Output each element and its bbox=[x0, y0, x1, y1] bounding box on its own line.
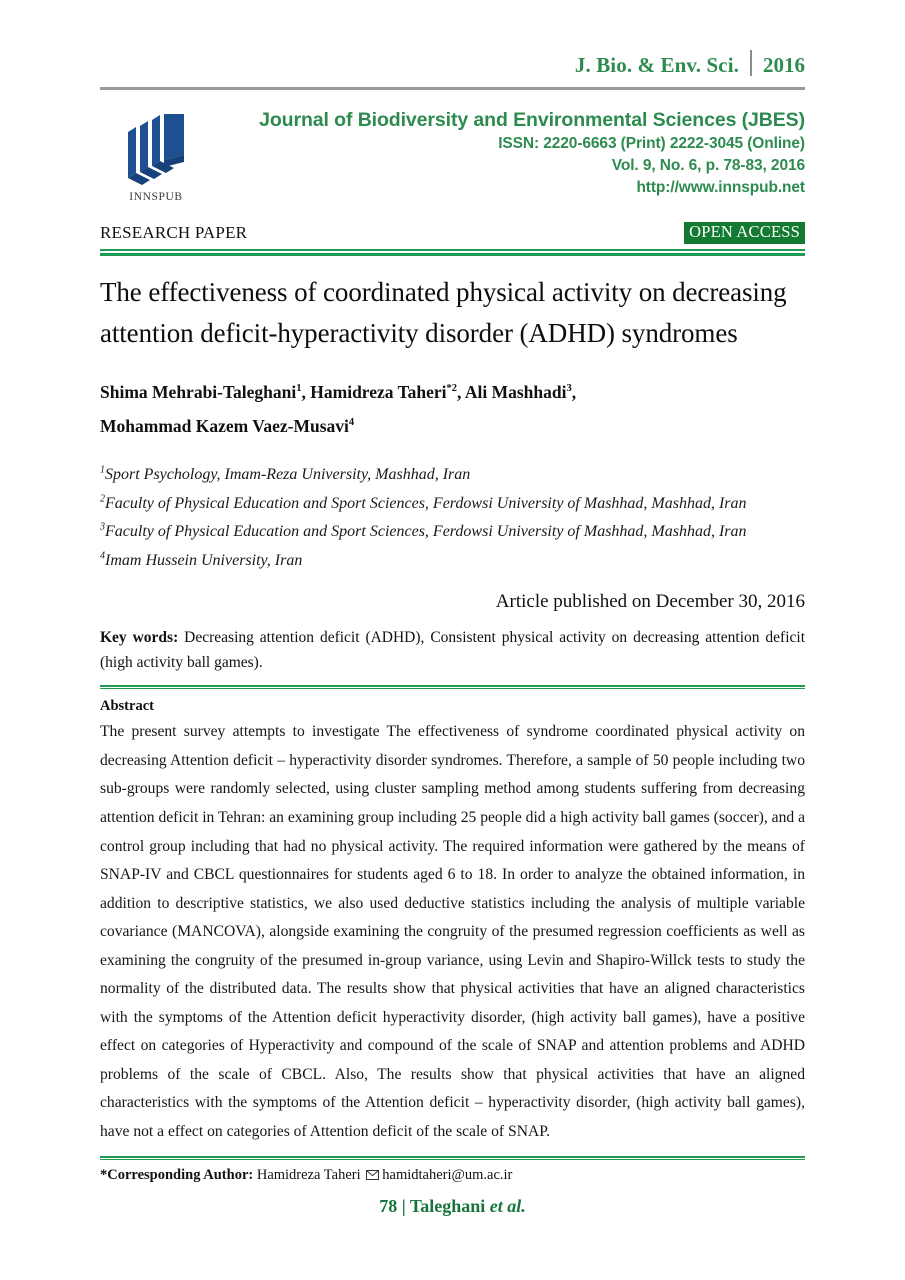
author-affil-marker: 1 bbox=[296, 383, 302, 395]
masthead-text bbox=[212, 104, 805, 199]
publisher-logo bbox=[100, 104, 212, 203]
affiliation-list bbox=[100, 461, 805, 575]
corresponding-author-email[interactable]: hamidtaheri@um.ac.ir bbox=[382, 1167, 513, 1184]
open-access-badge: OPEN ACCESS bbox=[684, 222, 805, 244]
author-affil-marker: 4 bbox=[348, 417, 355, 429]
corresponding-author-label: *Corresponding Author: bbox=[100, 1167, 254, 1184]
author-name: , Hamidreza Taheri bbox=[301, 382, 447, 403]
abstract-top-divider bbox=[100, 685, 805, 689]
innspub-book-logo-icon bbox=[114, 106, 198, 190]
affiliation-text: Imam Hussein University, Iran bbox=[105, 551, 303, 569]
keywords-text: Decreasing attention deficit (ADHD), Consistent physical activity on decreasing attention deficit (high activity ball games). bbox=[100, 629, 805, 672]
author-name: , Ali Mashhadi bbox=[457, 382, 567, 403]
affiliation-item bbox=[100, 490, 805, 518]
author-line-2 bbox=[100, 409, 805, 443]
affiliation-item bbox=[100, 547, 805, 575]
publisher-name: INNSPUB bbox=[129, 191, 183, 203]
affiliation-text: Faculty of Physical Education and Sport Sciences, Ferdowsi University of Mashhad, Mashhad, Iran bbox=[105, 523, 747, 541]
keywords-label: Key words: bbox=[100, 629, 179, 647]
abstract-label: Abstract bbox=[100, 698, 154, 715]
abstract-text: The present survey attempts to investigate The effectiveness of syndrome coordinated physical activity on decreasing Attention deficit – hyperactivity disorder syndromes. Therefore, a sample of 50 people including two sub-groups were randomly selected, using cluster sampling method among students suffering from decreasing attention deficit in Tehran: an examining group including 25 people did a high activity ball games (soccer), and a control group including that had no physical activity. The required information were gathered by the means of SNAP-IV and CBCL questionnaires for students aged 6 to 18. In order to analyze the obtained information, in addition to descriptive statistics, we also used deductive statistics including the analysis of multiple variable covariance (MANCOVA), alongside examining the congruity of the presumed regression coefficients as well as examining the congruity of the presumed in-group variance, using Levin and Shapiro-Willck tests to study the normality of the distributed data. The results show that physical activities that have an aligned characteristics with the symptoms of the Attention deficit hyperactivity disorder, (high activity ball games), have a positive effect on categories of Hyperactivity and compound of the scale of SNAP and attention problems and ADHD problems of the scale of CBCL. Also, The results show that physical activities that have an aligned characteristics with the symptoms of the Attention deficit – hyperactivity disorder, (high activity ball games), have not a effect on categories of Attention deficit of the scale of SNAP. bbox=[100, 723, 805, 1140]
envelope-icon bbox=[366, 1168, 379, 1185]
footer-separator: | bbox=[397, 1196, 410, 1216]
journal-volume: Vol. 9, No. 6, p. 78-83, 2016 bbox=[611, 156, 805, 174]
affiliation-marker: 2 bbox=[100, 493, 105, 505]
author-line-1 bbox=[100, 375, 805, 409]
affiliation-text: Sport Psychology, Imam-Reza University, Mashhad, Iran bbox=[105, 466, 471, 484]
journal-title: Journal of Biodiversity and Environmental Sciences (JBES) bbox=[259, 109, 805, 131]
affiliation-item bbox=[100, 461, 805, 489]
header-divider bbox=[100, 87, 805, 90]
publication-date: Article published on December 30, 2016 bbox=[495, 591, 805, 613]
abstract-bottom-divider bbox=[100, 1156, 805, 1160]
footer-page-number: 78 bbox=[379, 1196, 398, 1216]
running-head-journal: J. Bio. & Env. Sci. bbox=[574, 53, 739, 77]
affiliation-marker: 1 bbox=[100, 464, 105, 476]
affiliation-text: Faculty of Physical Education and Sport Sciences, Ferdowsi University of Mashhad, Mashhad, Iran bbox=[105, 494, 747, 512]
author-affil-marker: *2 bbox=[446, 383, 458, 395]
running-head bbox=[100, 46, 805, 80]
running-head-separator bbox=[750, 50, 752, 76]
keywords bbox=[100, 625, 805, 675]
journal-website[interactable]: http://www.innspub.net bbox=[636, 178, 805, 196]
article-title: The effectiveness of coordinated physical activity on decreasing attention deficit-hyperactivity disorder (ADHD) syndromes bbox=[100, 277, 787, 349]
author-affil-marker: 3 bbox=[566, 383, 572, 395]
corresponding-author bbox=[100, 1167, 805, 1185]
author-list bbox=[100, 375, 805, 443]
author-name: Mohammad Kazem Vaez-Musavi bbox=[100, 416, 349, 437]
paper-type-bar bbox=[100, 222, 805, 244]
page-footer bbox=[0, 1196, 905, 1217]
running-head-year: 2016 bbox=[763, 53, 805, 77]
paper-bar-divider bbox=[100, 249, 805, 256]
affiliation-marker: 4 bbox=[100, 550, 105, 562]
paper-type-label: RESEARCH PAPER bbox=[100, 223, 248, 242]
footer-etal: et al. bbox=[489, 1196, 526, 1216]
footer-author: Taleghani bbox=[409, 1196, 490, 1216]
affiliation-marker: 3 bbox=[100, 521, 105, 533]
affiliation-item bbox=[100, 518, 805, 546]
masthead bbox=[100, 104, 805, 212]
journal-issn: ISSN: 2220-6663 (Print) 2222-3045 (Online) bbox=[498, 134, 805, 152]
author-name: Shima Mehrabi-Taleghani bbox=[100, 382, 297, 403]
author-separator: , bbox=[571, 382, 577, 403]
corresponding-author-name: Hamidreza Taheri bbox=[253, 1167, 365, 1184]
